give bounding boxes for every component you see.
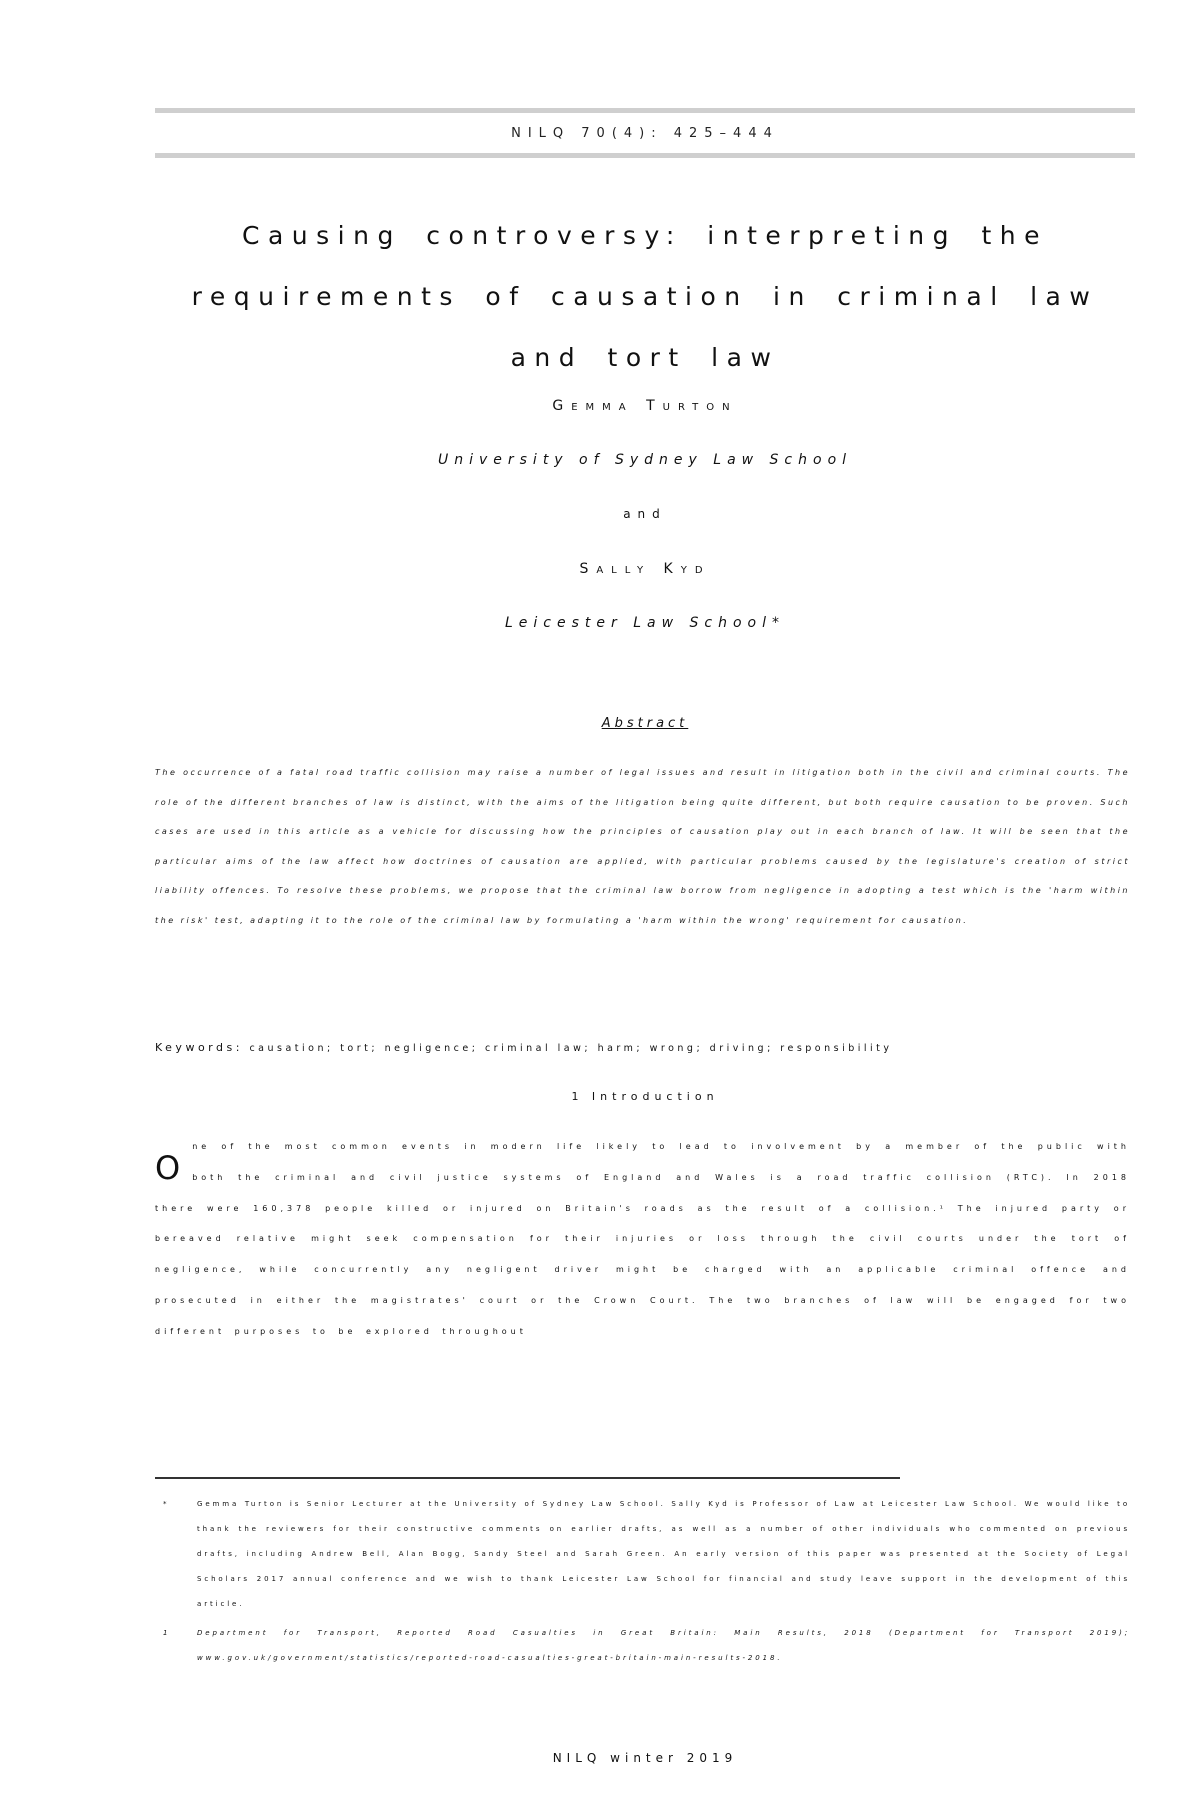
drop-cap: O (155, 1149, 181, 1187)
author-name-1: Gemma Turton (552, 398, 738, 414)
keywords-label: Keywords: (155, 1041, 243, 1054)
title-line-2: requirements of causation in criminal law (191, 282, 1099, 311)
intro-paragraph (155, 1132, 1130, 1348)
header-rule-top (155, 108, 1135, 113)
section-heading: 1 Introduction (571, 1090, 719, 1103)
keywords-list: causation; tort; negligence; criminal law; harm; wrong; driving; responsibility (249, 1043, 893, 1054)
author-name-2: Sally Kyd (579, 561, 711, 577)
keywords (155, 1041, 1130, 1054)
intro-body: ne of the most common events in modern life likely to lead to involvement by a member of the public with both the criminal and civil justice systems of England and Wales is a road traffic collision (RTC). In 2018 there were 160,378 people killed or injured on Britain's roads as the result of a collision.¹ The injured party or bereaved relative might seek compensation for their injuries or loss through the civil courts under the tort of negligence, while concurrently any negligent driver might be charged with an applicable criminal offence and prosecuted in either the magistrates' court or the Crown Court. The two branches of law will be engaged for two different purposes to be explored throughout (155, 1142, 1130, 1336)
author-separator: and (623, 507, 667, 521)
header-rule-bottom (155, 153, 1135, 158)
running-footer: NILQ winter 2019 (552, 1751, 738, 1765)
footnote-rule (155, 1477, 900, 1479)
footnote-text: Department for Transport, Reported Road Casualties in Great Britain: Main Results, 2018 (Department for Transport 2019); www.gov.uk/government/statistics/reported-road-casualties-great-britain-main-results-2018. (197, 1629, 1130, 1662)
author-affiliation-1: University of Sydney Law School (437, 452, 853, 468)
footnote-mark: * (163, 1500, 170, 1508)
footnote (155, 1492, 1130, 1617)
author-affiliation-2: Leicester Law School* (505, 615, 785, 631)
abstract-text: The occurrence of a fatal road traffic collision may raise a number of legal issues and result in litigation both in the civil and criminal courts. The role of the different branches of law is distinct, with the aims of the litigation being quite different, but both require causation to be proven. Such cases are used in this article as a vehicle for discussing how the principles of causation play out in each branch of law. It will be seen that the particular aims of the law affect how doctrines of causation are applied, with particular problems caused by the legislature's creation of strict liability offences. To resolve these problems, we propose that the criminal law borrow from negligence in adopting a test which is the 'harm within the risk' test, adapting it to the role of the criminal law by formulating a 'harm within the wrong' requirement for causation. (155, 768, 1130, 925)
title-line-3: and tort law (510, 343, 780, 372)
title-line-1: Causing controversy: interpreting the (242, 221, 1048, 250)
article-title (155, 205, 1135, 388)
footnotes (155, 1492, 1130, 1675)
footnote-mark: 1 (163, 1629, 171, 1637)
footnote (155, 1621, 1130, 1671)
journal-citation: NILQ 70(4): 425–444 (511, 126, 779, 141)
abstract-heading: Abstract (601, 716, 689, 731)
footnote-text: Gemma Turton is Senior Lecturer at the University of Sydney Law School. Sally Kyd is Professor of Law at Leicester Law School. We would like to thank the reviewers for their constructive comments on earlier drafts, as well as a number of other individuals who commented on previous drafts, including Andrew Bell, Alan Bogg, Sandy Steel and Sarah Green. An early version of this paper was presented at the Society of Legal Scholars 2017 annual conference and we wish to thank Leicester Law School for financial and study leave support in the development of this article. (197, 1500, 1130, 1608)
